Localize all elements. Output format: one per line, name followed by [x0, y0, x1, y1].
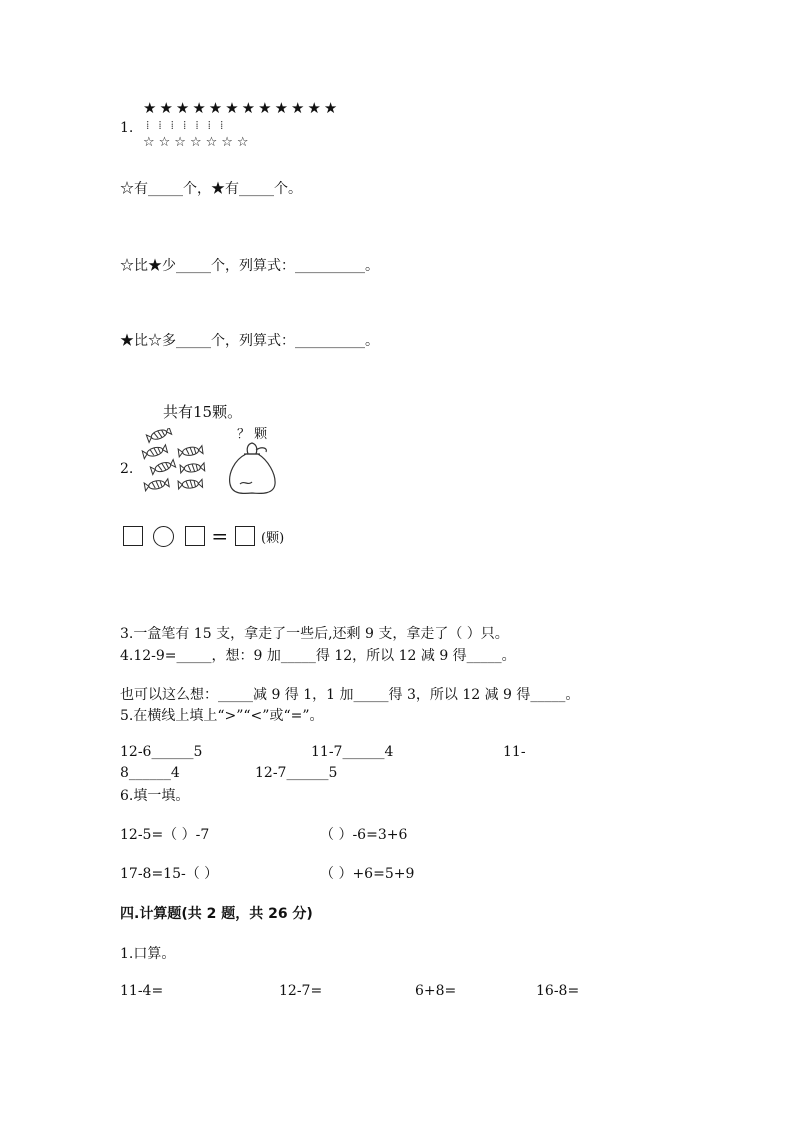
q1-line-fewer: ☆比★少_____个，列算式：__________。	[120, 258, 379, 274]
answer-box-result[interactable]	[235, 526, 255, 546]
candy-icon	[142, 445, 167, 459]
answer-box-1[interactable]	[123, 526, 143, 546]
q6-item-c: 17-8=15-（ ）	[120, 866, 219, 882]
mental-math-item: 12-7=	[279, 983, 323, 999]
mental-math-item: 16-8=	[536, 983, 580, 999]
black-stars-row: ★★★★★★★★★★★★	[143, 99, 341, 117]
candy-icon	[180, 463, 205, 473]
section-4-q1-title: 1.口算。	[120, 946, 176, 962]
question-number-2: 2.	[120, 461, 134, 477]
candy-icon	[146, 428, 171, 442]
white-stars-row: ☆☆☆☆☆☆☆	[143, 135, 253, 150]
mental-math-item: 6+8=	[415, 983, 457, 999]
equals-sign: =	[211, 524, 229, 548]
question-6-title: 6.填一填。	[120, 788, 190, 804]
q6-item-d: （ ）+6=5+9	[320, 866, 415, 882]
candy-icon	[144, 479, 169, 491]
bag-icon	[226, 440, 278, 496]
q5-item-a: 12-6______5	[120, 744, 203, 760]
equation-template	[123, 524, 284, 548]
q6-item-a: 12-5=（ ）-7	[120, 827, 210, 843]
mental-math-item: 11-4=	[120, 983, 164, 999]
candy-icon	[178, 446, 203, 457]
candy-total-caption: 共有15颗。	[163, 403, 243, 421]
q5-item-b: 11-7______4	[311, 744, 394, 760]
q1-line-more: ★比☆多_____个，列算式：__________。	[120, 333, 379, 349]
unit-label: (颗)	[261, 530, 285, 546]
q6-item-b: （ ）-6=3+6	[320, 827, 408, 843]
question-5-title: 5.在横线上填上“>”“<”或“=”。	[120, 708, 324, 724]
q5-item-c-part2: 8______4	[120, 765, 180, 781]
question-4-line-2: 也可以这么想：_____减 9 得 1，1 加_____得 3，所以 12 减 9 得_____。	[120, 687, 580, 703]
q5-item-d: 12-7______5	[255, 765, 338, 781]
matching-dots-row: ⁞⁞⁞⁞⁞⁞⁞	[146, 118, 233, 132]
candy-icon	[178, 479, 202, 489]
section-4-heading: 四.计算题(共 2 题，共 26 分)	[120, 906, 313, 922]
operator-circle[interactable]	[153, 526, 174, 547]
bag-question-label: ？ 颗	[237, 427, 268, 442]
question-number-1: 1.	[120, 120, 134, 136]
q5-item-c-part1: 11-	[503, 744, 526, 760]
answer-box-2[interactable]	[185, 526, 205, 546]
candy-icon	[150, 460, 175, 475]
question-4-line-1: 4.12-9=_____，想：9 加_____得 12，所以 12 减 9 得_____。	[120, 648, 516, 664]
candies-illustration	[138, 428, 213, 496]
q1-line-counts: ☆有_____个，★有_____个。	[120, 181, 302, 197]
question-3: 3.一盒笔有 15 支，拿走了一些后,还剩 9 支，拿走了（ ）只。	[120, 626, 509, 642]
